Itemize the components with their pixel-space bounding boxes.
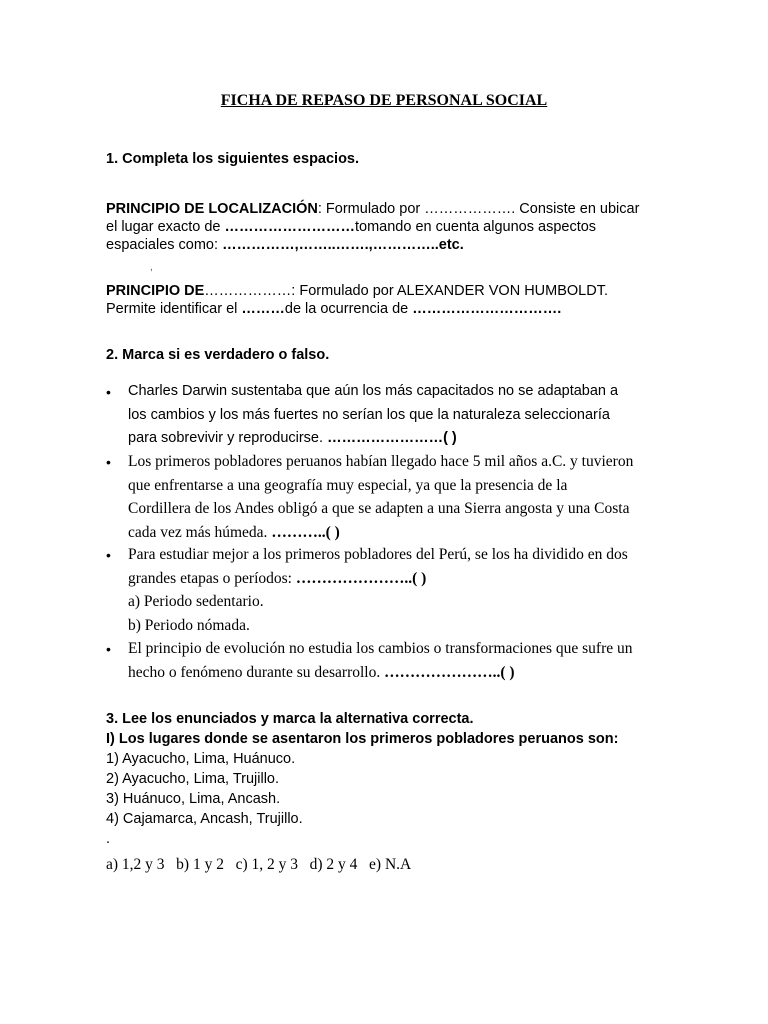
section-3-heading: 3. Lee los enunciados y marca la alternativa correcta.	[106, 711, 474, 727]
page-title: FICHA DE REPASO DE PERSONAL SOCIAL	[220, 92, 548, 109]
bullet: •	[106, 454, 111, 470]
section-3	[106, 709, 706, 849]
text-line: Para estudiar mejor a los primeros pobladores del Perú, se los ha dividido en dos	[128, 546, 628, 563]
option-line: a) Periodo sedentario.	[128, 593, 264, 610]
statement-3	[128, 543, 661, 637]
answer-blank: …………………..( )	[295, 569, 427, 587]
blank-line: ………………………….	[412, 301, 562, 317]
answer-blank: …………………..( )	[384, 663, 515, 681]
text-line: Cordillera de los Andes obligó a que se adapten a una Sierra angosta y una Costa	[128, 500, 630, 517]
statement-4	[128, 637, 661, 684]
text-line: grandes etapas o períodos:	[128, 569, 296, 587]
bullet: •	[106, 384, 111, 400]
text-line: espaciales como:	[106, 237, 223, 253]
answer-blank: ……………………( )	[327, 430, 457, 446]
text-line: tomando en cuenta algunos aspectos	[355, 219, 597, 235]
list-item: 3) Huánuco, Lima, Ancash.	[106, 791, 281, 807]
blank-line: ………………………	[224, 219, 355, 235]
answer-blank: ………..( )	[271, 523, 340, 541]
text-line: cada vez más húmeda.	[128, 523, 272, 541]
text-line: Los primeros pobladores peruanos habían llegado hace 5 mil años a.C. y tuvieron	[128, 453, 634, 470]
blank-line: ………	[241, 301, 285, 317]
text-line: de la ocurrencia de	[284, 301, 413, 317]
paragraph-localizacion	[106, 200, 666, 254]
text-line: El principio de evolución no estudia los cambios o transformaciones que sufre un	[128, 640, 633, 657]
section-2-heading: 2. Marca si es verdadero o falso.	[106, 347, 330, 363]
text-line: hecho o fenómeno durante su desarrollo.	[128, 663, 385, 681]
text-line: : Formulado por ………………. Consiste en ubicar	[317, 201, 640, 217]
statement-1	[128, 380, 661, 451]
principle-label: PRINCIPIO DE	[106, 283, 205, 299]
text-line: Permite identificar el	[106, 301, 242, 317]
answer-choices: a) 1,2 y 3 b) 1 y 2 c) 1, 2 y 3 d) 2 y 4 e) N.A	[106, 856, 412, 873]
text-line: los cambios y los más fuertes no serían los que la naturaleza seleccionaría	[128, 406, 610, 423]
list-item: 2) Ayacucho, Lima, Trujillo.	[106, 771, 280, 787]
list-item: 4) Cajamarca, Ancash, Trujillo.	[106, 811, 303, 827]
blank-line: ……………,……..…….,…………..etc.	[222, 237, 464, 253]
bullet: •	[106, 641, 111, 657]
list-item: 1) Ayacucho, Lima, Huánuco.	[106, 751, 296, 767]
text-line: Charles Darwin sustentaba que aún los más capacitados no se adaptaban a	[128, 383, 619, 399]
statement-2	[128, 450, 661, 544]
text-line: que enfrentarse a una geografía muy especial, ya que la presencia de la	[128, 476, 568, 494]
stray-mark: ,	[150, 262, 153, 273]
text-line: para sobrevivir y reproducirse.	[128, 430, 328, 446]
paragraph-principio	[106, 282, 666, 318]
bullet: •	[106, 547, 111, 563]
question: I) Los lugares donde se asentaron los primeros pobladores peruanos son:	[106, 731, 619, 747]
text-line: ………………: Formulado por ALEXANDER VON HUMBOLDT.	[204, 283, 608, 299]
stray-dot: .	[106, 831, 111, 847]
principle-label: PRINCIPIO DE LOCALIZACIÓN	[106, 201, 318, 217]
section-1-heading: 1. Completa los siguientes espacios.	[106, 151, 360, 167]
option-line: b) Periodo nómada.	[128, 616, 250, 634]
text-line: el lugar exacto de	[106, 219, 225, 235]
